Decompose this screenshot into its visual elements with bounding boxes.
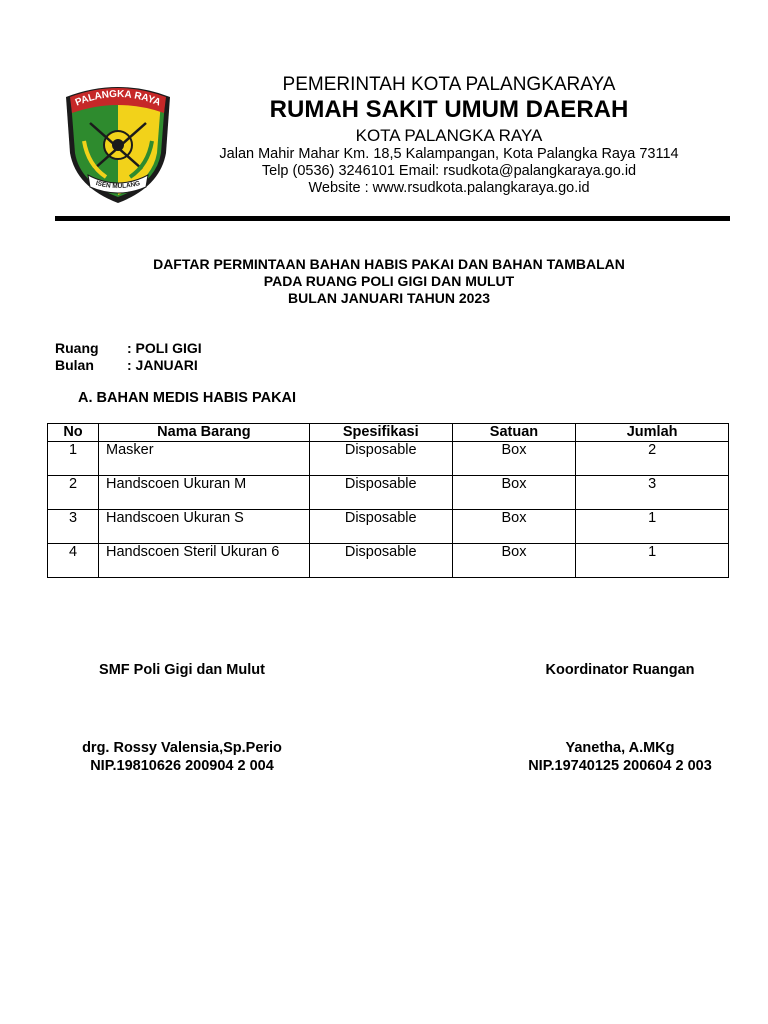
cell-satuan: Box bbox=[452, 544, 576, 578]
header-nama-barang: Nama Barang bbox=[99, 424, 310, 442]
cell-satuan: Box bbox=[452, 510, 576, 544]
cell-nama: Masker bbox=[99, 442, 310, 476]
cell-spesifikasi: Disposable bbox=[309, 476, 452, 510]
meta-ruang bbox=[55, 340, 202, 356]
city-name: KOTA PALANGKA RAYA bbox=[355, 126, 543, 145]
hospital-address: Jalan Mahir Mahar Km. 18,5 Kalampangan, Kota Palangka Raya 73114 bbox=[219, 146, 679, 162]
cell-spesifikasi: Disposable bbox=[309, 544, 452, 578]
cell-jumlah: 1 bbox=[576, 544, 729, 578]
cell-nama: Handscoen Ukuran S bbox=[99, 510, 310, 544]
bulan-value: : JANUARI bbox=[127, 357, 198, 373]
meta-bulan bbox=[55, 357, 198, 373]
cell-spesifikasi: Disposable bbox=[309, 510, 452, 544]
hospital-contact: Telp (0536) 3246101 Email: rsudkota@palangkaraya.go.id bbox=[261, 163, 637, 179]
table-row bbox=[48, 544, 729, 578]
cell-no: 1 bbox=[48, 442, 99, 476]
header-jumlah: Jumlah bbox=[576, 424, 729, 442]
header-no: No bbox=[48, 424, 99, 442]
table-header-row bbox=[48, 424, 729, 442]
hospital-name: RUMAH SAKIT UMUM DAERAH bbox=[269, 96, 629, 123]
header-spesifikasi: Spesifikasi bbox=[309, 424, 452, 442]
left-signatory-role: SMF Poli Gigi dan Mulut bbox=[99, 662, 265, 678]
cell-no: 2 bbox=[48, 476, 99, 510]
cell-jumlah: 1 bbox=[576, 510, 729, 544]
hospital-website: Website : www.rsudkota.palangkaraya.go.id bbox=[308, 180, 590, 196]
cell-satuan: Box bbox=[452, 442, 576, 476]
left-signatory-name: drg. Rossy Valensia,Sp.Perio bbox=[82, 740, 282, 756]
city-emblem-logo bbox=[60, 83, 176, 205]
document-title-line1: DAFTAR PERMINTAAN BAHAN HABIS PAKAI DAN BAHAN TAMBALAN bbox=[153, 256, 625, 272]
items-table bbox=[47, 423, 729, 578]
cell-jumlah: 3 bbox=[576, 476, 729, 510]
svg-text:PALANGKA RAYA: PALANGKA RAYA bbox=[73, 88, 163, 109]
right-signatory-name: Yanetha, A.MKg bbox=[565, 740, 675, 756]
government-name: PEMERINTAH KOTA PALANGKARAYA bbox=[282, 74, 616, 95]
section-a-heading: A. BAHAN MEDIS HABIS PAKAI bbox=[78, 390, 297, 406]
cell-satuan: Box bbox=[452, 476, 576, 510]
cell-spesifikasi: Disposable bbox=[309, 442, 452, 476]
cell-no: 4 bbox=[48, 544, 99, 578]
table-row bbox=[48, 476, 729, 510]
right-signatory-nip: NIP.19740125 200604 2 003 bbox=[528, 758, 712, 774]
table-row bbox=[48, 510, 729, 544]
left-signatory-nip: NIP.19810626 200904 2 004 bbox=[90, 758, 274, 774]
table-row bbox=[48, 442, 729, 476]
cell-nama: Handscoen Steril Ukuran 6 bbox=[99, 544, 310, 578]
cell-jumlah: 2 bbox=[576, 442, 729, 476]
bulan-label: Bulan bbox=[55, 357, 94, 373]
right-signatory-role: Koordinator Ruangan bbox=[545, 662, 695, 678]
cell-nama: Handscoen Ukuran M bbox=[99, 476, 310, 510]
header-satuan: Satuan bbox=[452, 424, 576, 442]
document-title-line2: PADA RUANG POLI GIGI DAN MULUT bbox=[263, 273, 515, 289]
ruang-label: Ruang bbox=[55, 340, 99, 356]
letterhead-divider bbox=[55, 216, 730, 221]
svg-text:ISEN MULANG: ISEN MULANG bbox=[95, 179, 141, 191]
cell-no: 3 bbox=[48, 510, 99, 544]
document-title-line3: BULAN JANUARI TAHUN 2023 bbox=[288, 290, 490, 306]
ruang-value: : POLI GIGI bbox=[127, 340, 202, 356]
